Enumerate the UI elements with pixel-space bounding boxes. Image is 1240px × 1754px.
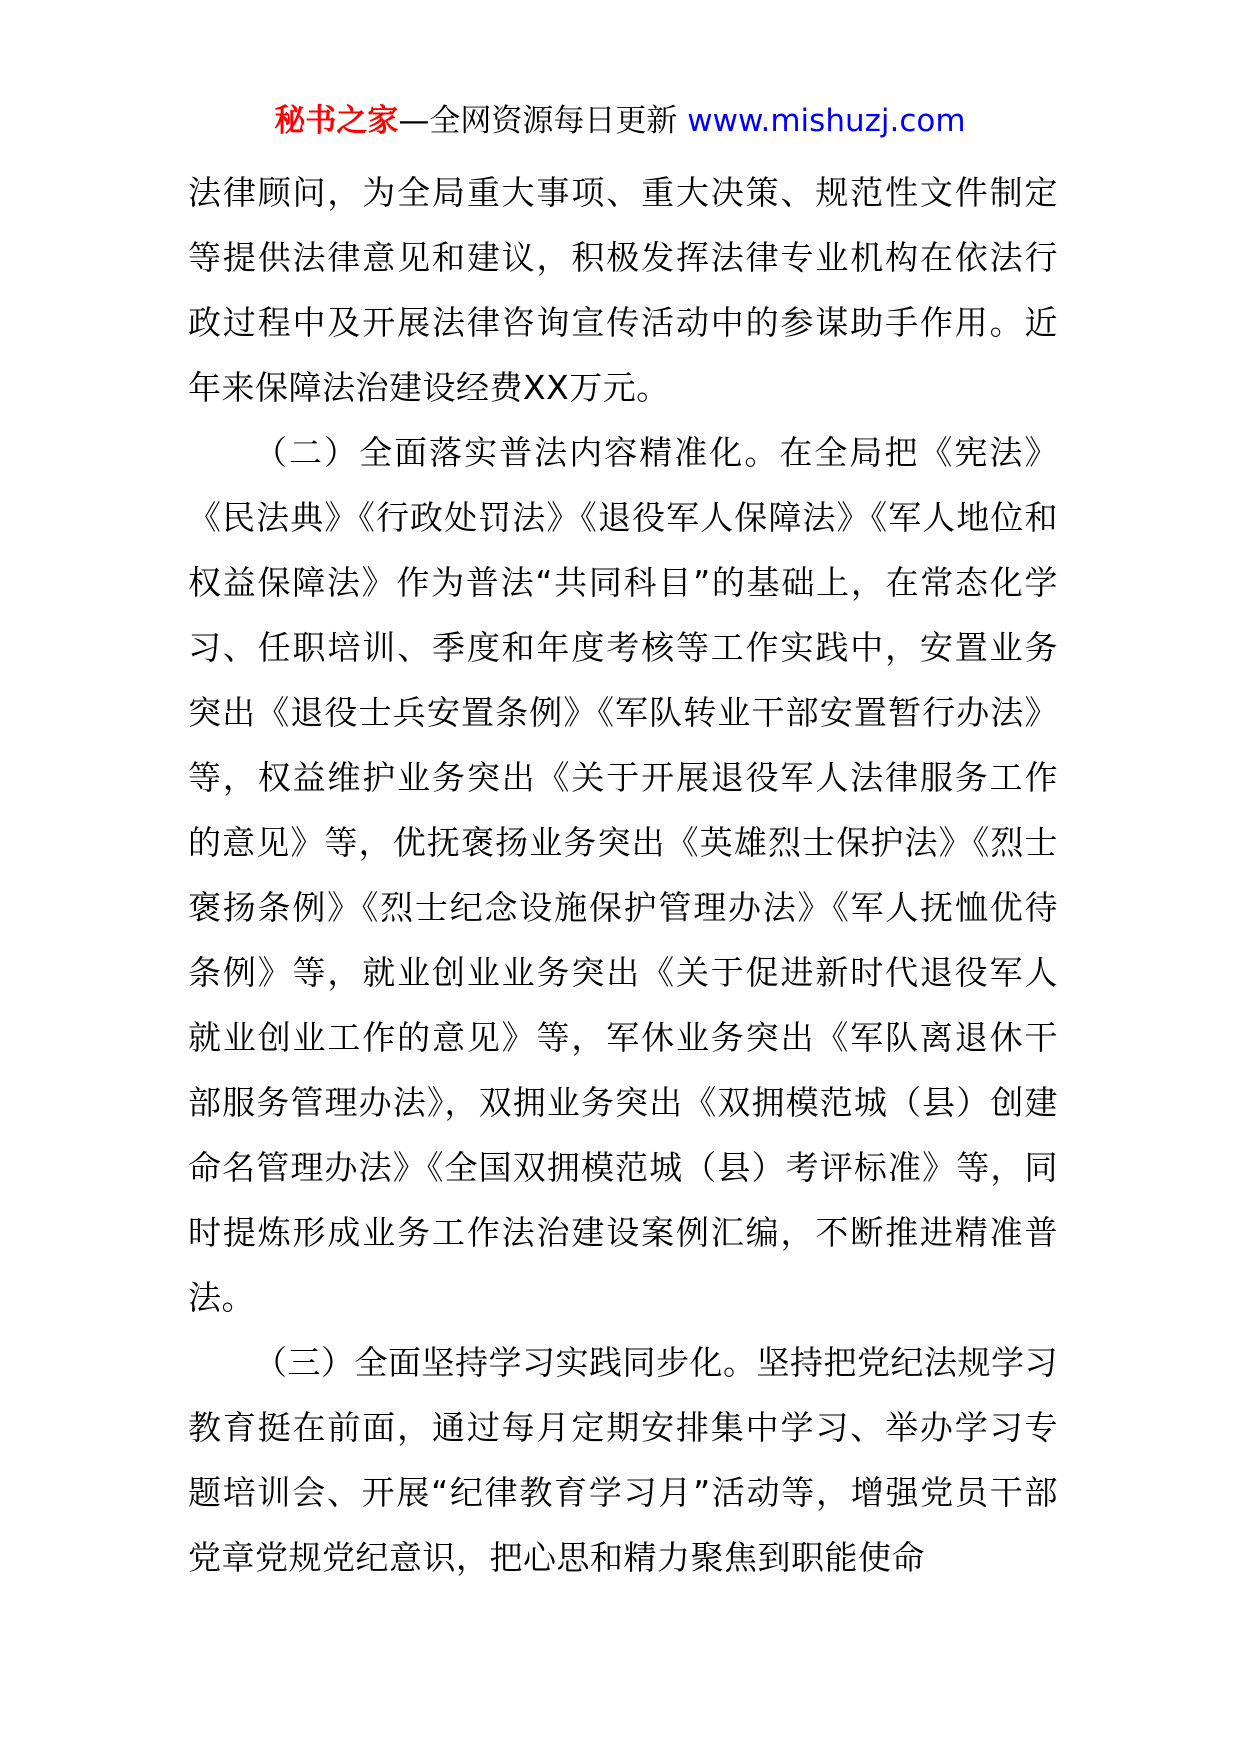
brand-name: 秘书之家 bbox=[274, 103, 399, 139]
paragraph-section-3: （三）全面坚持学习实践同步化。坚持把党纪法规学习教育挺在前面，通过每月定期安排集中学习、举办学习专题培训会、开展“纪律教育学习月”活动等，增强党员干部党章党规党纪意识，把心思和精力聚焦到职能使命 bbox=[188, 1343, 1058, 1577]
paragraph-continuation: 法律顾问，为全局重大事项、重大决策、规范性文件制定等提供法律意见和建议，积极发挥法律专业机构在依法行政过程中及开展法律咨询宣传活动中的参谋助手作用。近年来保障法治建设经费XX万元。 bbox=[188, 173, 1058, 407]
website-link[interactable]: www.mishuzj.com bbox=[687, 103, 966, 139]
paragraph-section-2: （二）全面落实普法内容精准化。在全局把《宪法》《民法典》《行政处罚法》《退役军人保障法》《军人地位和权益保障法》作为普法“共同科目”的基础上，在常态化学习、任职培训、季度和年度考核等工作实践中，安置业务突出《退役士兵安置条例》《军队转业干部安置暂行办法》等，权益维护业务突出《关于开展退役军人法律服务工作的意见》等，优抚褒扬业务突出《英雄烈士保护法》《烈士褒扬条例》《烈士纪念设施保护管理办法》《军人抚恤优待条例》等，就业创业业务突出《关于促进新时代退役军人就业创业工作的意见》等，军休业务突出《军队离退休干部服务管理办法》，双拥业务突出《双拥模范城（县）创建命名管理办法》《全国双拥模范城（县）考评标准》等，同时提炼形成业务工作法治建设案例汇编，不断推进精准普法。 bbox=[188, 433, 1058, 1317]
header-tagline: —全网资源每日更新 bbox=[398, 103, 678, 139]
document-body bbox=[188, 160, 1058, 1590]
page-header bbox=[0, 98, 1240, 144]
